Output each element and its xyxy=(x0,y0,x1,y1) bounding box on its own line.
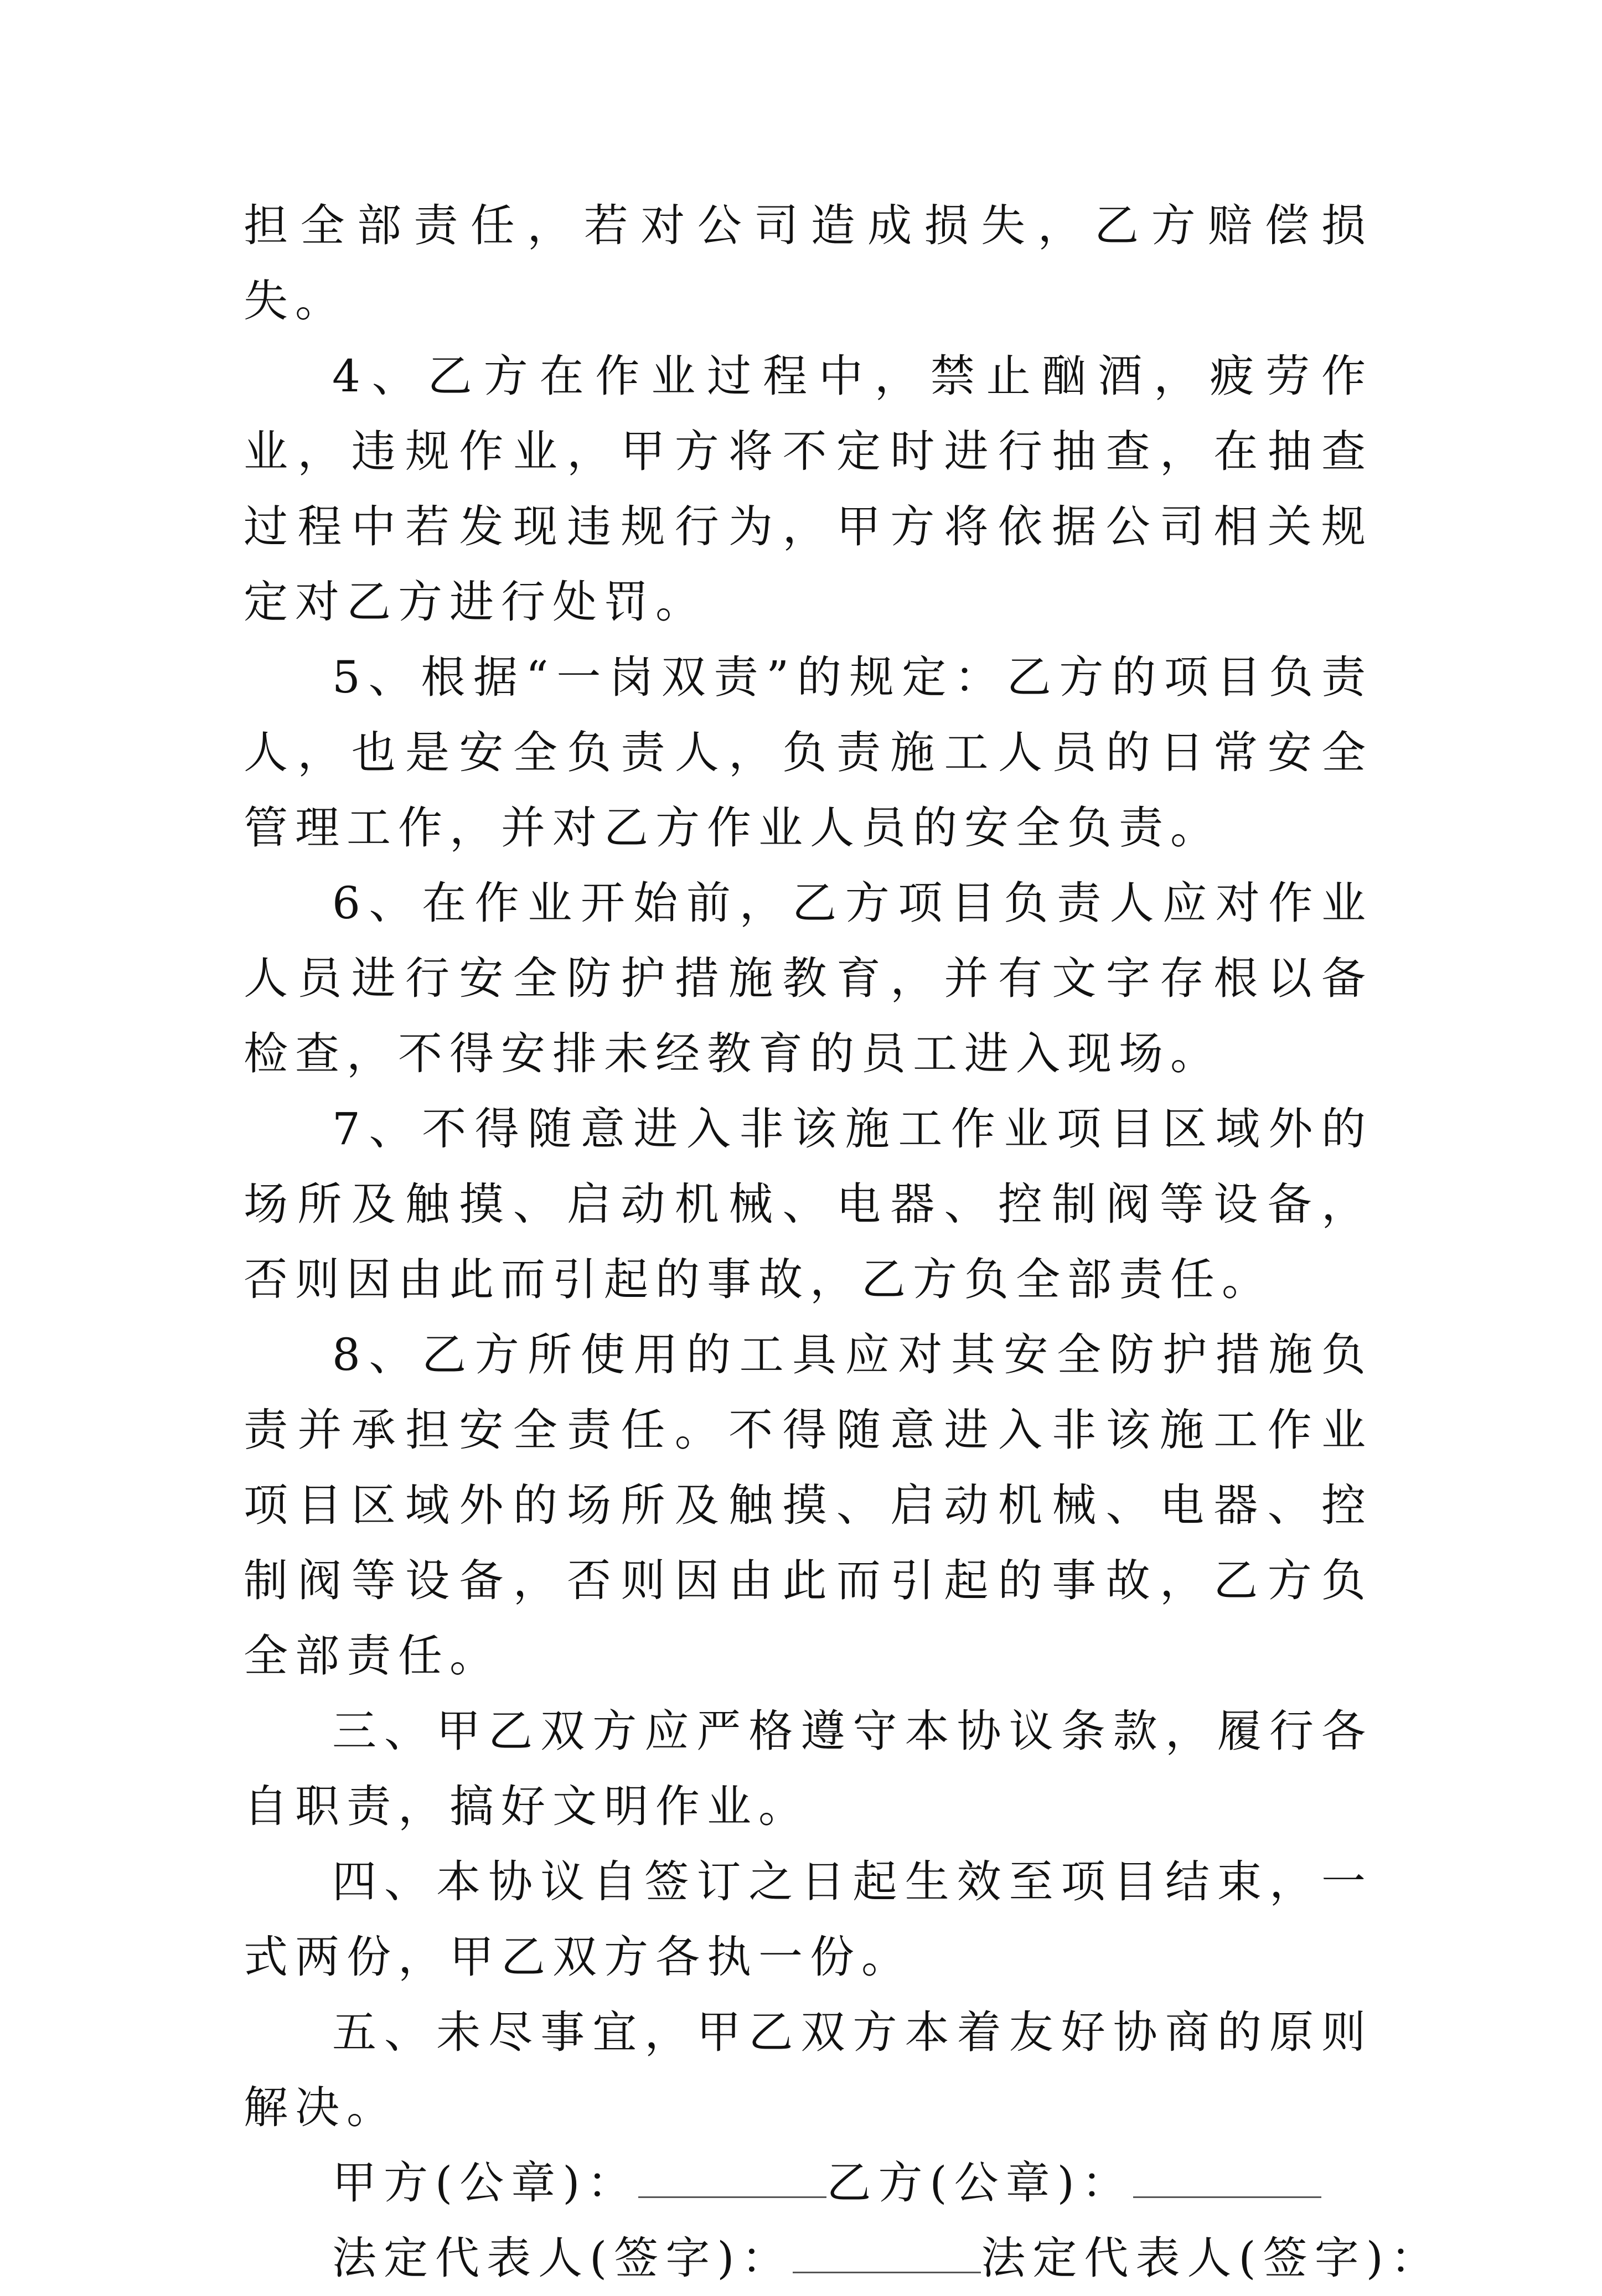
party-a-rep-label: 法定代表人(签字)： xyxy=(332,2232,793,2284)
seal-signature-line xyxy=(244,2145,1373,2221)
paragraph-clause-6: 6、在作业开始前，乙方项目负责人应对作业人员进行安全防护措施教育，并有文字存根以备检查，不得安排未经教育的员工进入现场。 xyxy=(244,877,1373,1079)
party-b-rep-label: 法定代表人(签字)： xyxy=(981,2232,1442,2284)
paragraph-article-5: 五、未尽事宜，甲乙双方本着友好协商的原则解决。 xyxy=(244,2007,1373,2133)
paragraph-clause-5: 5、根据“一岗双责”的规定：乙方的项目负责人，也是安全负责人，负责施工人员的日常安全管理工作，并对乙方作业人员的安全负责。 xyxy=(244,651,1373,854)
document-body xyxy=(244,188,1442,2296)
party-b-seal-label: 乙方(公章)： xyxy=(826,2157,1133,2209)
party-a-seal-label: 甲方(公章)： xyxy=(332,2157,639,2209)
party-a-seal-blank[interactable] xyxy=(638,2157,826,2198)
paragraph-clause-7: 7、不得随意进入非该施工作业项目区域外的场所及触摸、启动机械、电器、控制阀等设备，否则因由此而引起的事故，乙方负全部责任。 xyxy=(244,1103,1373,1305)
paragraph-article-3: 三、甲乙双方应严格遵守本协议条款，履行各自职责，搞好文明作业。 xyxy=(244,1705,1373,1832)
representative-signature-line xyxy=(244,2221,1442,2296)
paragraph-clause-4: 4、乙方在作业过程中，禁止酗酒，疲劳作业，违规作业，甲方将不定时进行抽查，在抽查过程中若发现违规行为，甲方将依据公司相关规定对乙方进行处罚。 xyxy=(244,350,1373,628)
paragraph-article-4: 四、本协议自签订之日起生效至项目结束，一式两份，甲乙双方各执一份。 xyxy=(244,1856,1373,1983)
paragraph-clause-8: 8、乙方所使用的工具应对其安全防护措施负责并承担安全责任。不得随意进入非该施工作业项目区域外的场所及触摸、启动机械、电器、控制阀等设备，否则因由此而引起的事故，乙方负全部责任。 xyxy=(244,1329,1373,1682)
party-a-rep-blank[interactable] xyxy=(793,2232,981,2273)
party-b-seal-blank[interactable] xyxy=(1133,2157,1321,2198)
paragraph-liability-continuation: 担全部责任，若对公司造成损失，乙方赔偿损失。 xyxy=(244,200,1373,327)
